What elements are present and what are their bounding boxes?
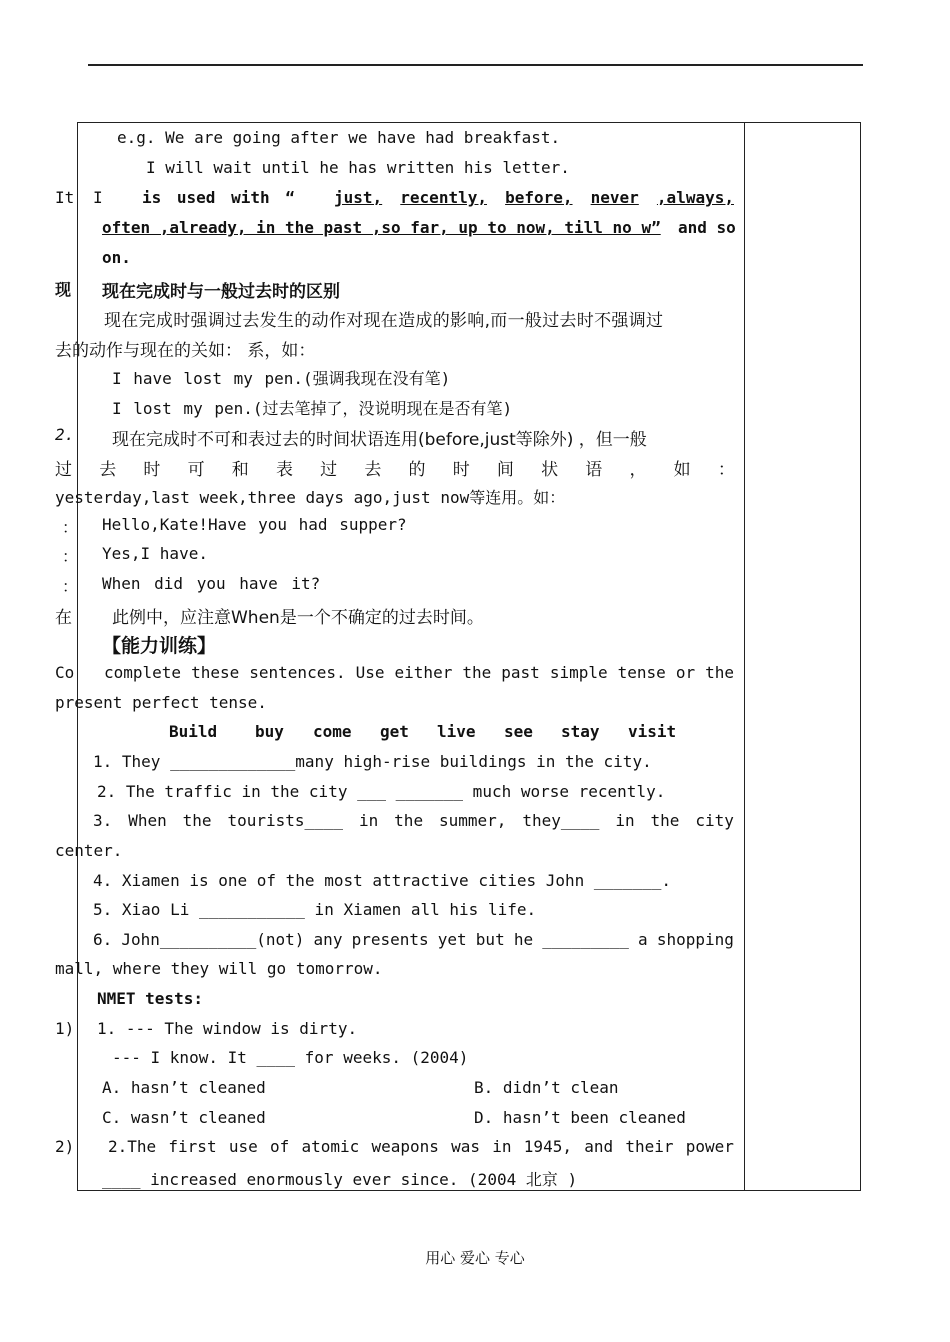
usage-words-line-1: just, recently, before, never ,always, (334, 188, 734, 207)
answer-option: A. hasn’t cleaned (102, 1078, 266, 1097)
answer-option: D. hasn’t been cleaned (474, 1108, 686, 1127)
question-text: 2.The first use of atomic weapons was in 1945, and their power (108, 1137, 734, 1156)
word-bank-item: come (313, 722, 352, 741)
margin-fragment: 在 (55, 608, 72, 628)
word-bank-item: get (380, 722, 409, 741)
instruction-line: complete these sentences. Use either the past simple tense or the (104, 663, 734, 682)
word-bank-item: visit (628, 722, 677, 741)
usage-words-line-2: often ,already, in the past ,so far, up to now, till no w” (102, 218, 661, 237)
usage-end: on. (102, 248, 131, 267)
exercise-item: 2. The traffic in the city ___ _______ much worse recently. (97, 782, 666, 801)
header-rule (88, 64, 863, 66)
example-sentence: I have lost my pen.(强调我现在没有笔) (112, 369, 451, 388)
margin-fragment: Co (55, 663, 75, 682)
word-bank-item: buy (255, 722, 284, 741)
question-text: ____ increased enormously ever since. (2004 北京 ) (102, 1170, 578, 1189)
question-label: 2) (55, 1137, 75, 1156)
word-bank-item: see (504, 722, 533, 741)
paragraph-line: yesterday,last week,three days ago,just now等连用。如： (55, 488, 566, 507)
dialog-line: Yes,I have. (102, 544, 208, 563)
dialog-marker: ： (62, 518, 79, 537)
usage-intro: is used with “ (142, 188, 295, 207)
question-label: 1) (55, 1019, 75, 1038)
example-line-1: e.g. We are going after we have had breakfast. (117, 128, 561, 147)
section-heading: 现在完成时与一般过去时的区别 (102, 282, 340, 302)
question-text: --- I know. It ____ for weeks. (2004) (112, 1048, 469, 1067)
exercise-item: 6. John__________(not) any presents yet but he _________ a shopping (93, 930, 734, 949)
example-sentence: I lost my pen.(过去笔掉了，没说明现在是否有笔) (112, 399, 513, 418)
note-line: 此例中，应注意When是一个不确定的过去时间。 (112, 608, 484, 628)
section-title: 【能力训练】 (102, 635, 217, 657)
dialog-line: Hello,Kate!Have you had supper? (102, 515, 407, 534)
paragraph-line: 现在完成时不可和表过去的时间状语连用(before,just等除外) ，但一般 (112, 430, 647, 450)
roman-numeral: I (93, 188, 103, 207)
exercise-item: 4. Xiamen is one of the most attractive cities John _______. (93, 871, 671, 890)
page-footer: 用心 爱心 专心 (425, 1249, 525, 1267)
word-bank-item: stay (561, 722, 600, 741)
word-bank-item: Build (169, 722, 218, 741)
exercise-item: mall, where they will go tomorrow. (55, 959, 383, 978)
rule-number: 2. (55, 425, 75, 444)
exercise-item: 3. When the tourists____ in the summer, they____ in the city (93, 811, 734, 830)
exercise-item: 1. They _____________many high-rise buildings in the city. (93, 752, 652, 771)
paragraph-line: 现在完成时强调过去发生的动作对现在造成的影响,而一般过去时不强调过 (104, 311, 664, 331)
instruction-line: present perfect tense. (55, 693, 267, 712)
margin-fragment: 现 (55, 280, 72, 299)
paragraph-line: 去的动作与现在的关如： 系，如： (55, 341, 316, 361)
example-line-2: I will wait until he has written his letter. (146, 158, 570, 177)
margin-fragment: It (55, 188, 75, 207)
table-column-divider (744, 122, 745, 1191)
answer-option: B. didn’t clean (474, 1078, 619, 1097)
question-text: 1. --- The window is dirty. (97, 1019, 358, 1038)
answer-option: C. wasn’t cleaned (102, 1108, 266, 1127)
dialog-marker: ： (62, 547, 79, 566)
dialog-marker: ： (62, 577, 79, 596)
word-bank-item: live (437, 722, 476, 741)
nmet-title: NMET tests: (97, 989, 203, 1008)
paragraph-line: 过 去 时 可 和 表 过 去 的 时 间 状 语 ， 如 ： (55, 460, 735, 480)
usage-tail: and so (678, 218, 736, 237)
exercise-item: 5. Xiao Li ___________ in Xiamen all his life. (93, 900, 537, 919)
dialog-line: When did you have it? (102, 574, 321, 593)
exercise-item: center. (55, 841, 123, 860)
